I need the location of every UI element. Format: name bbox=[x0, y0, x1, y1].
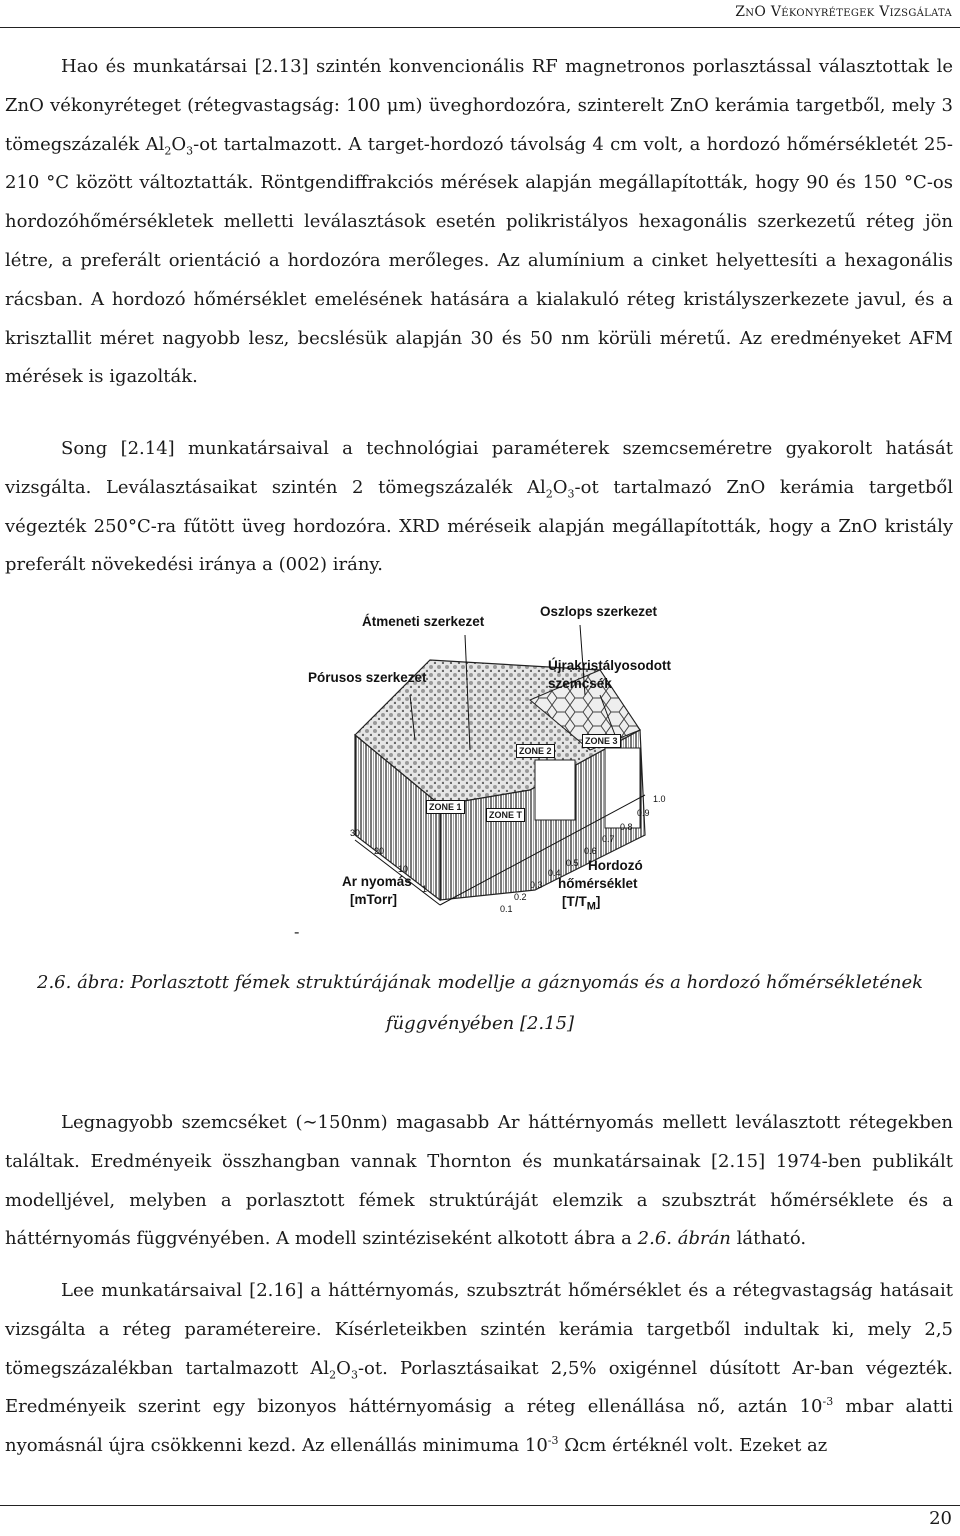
paragraph-song bbox=[5, 430, 953, 585]
paragraph-lee bbox=[5, 1272, 953, 1466]
zone-cutout-1 bbox=[535, 760, 575, 820]
para1-text-b: O bbox=[171, 133, 187, 155]
para4-sub-b: 3 bbox=[350, 1368, 358, 1382]
para1-sub-b: 3 bbox=[186, 144, 194, 158]
label-temp-3-end: ] bbox=[595, 894, 601, 909]
para2-text-b: O bbox=[552, 476, 568, 498]
para4-sup-a: -3 bbox=[822, 1395, 834, 1409]
paragraph-thornton bbox=[5, 1104, 953, 1259]
label-temp-3-sub: M bbox=[586, 900, 596, 913]
para3-text-b: látható. bbox=[730, 1228, 807, 1250]
label-temp-2: hőmérséklet bbox=[558, 876, 638, 891]
para2-text-a: Song [2.14] munkatársaival a technológiai paraméterek szemcseméretre gyakorolt hatását vizsgálta. Leválasztásaikat szintén 2 tömegszázalék Al bbox=[5, 438, 953, 498]
zone-1-tag: ZONE 1 bbox=[426, 800, 465, 814]
page-number: 20 bbox=[929, 1508, 952, 1529]
zone-cutout-2 bbox=[605, 748, 640, 828]
thornton-zone-diagram bbox=[300, 600, 680, 930]
zone-3-tag: ZONE 3 bbox=[582, 734, 621, 748]
label-temp-3-text: [T/T bbox=[562, 894, 587, 909]
temp-tick-0.1: 0.1 bbox=[500, 904, 513, 914]
temp-tick-0.8: 0.8 bbox=[620, 822, 633, 832]
pressure-tick-10: 10 bbox=[398, 864, 409, 874]
running-header bbox=[0, 0, 960, 30]
temp-tick-0.6: 0.6 bbox=[584, 846, 597, 856]
para4-text-d: mbar alatti nyomásnál újra csökkenni kezd. Az ellenállás minimuma 10 bbox=[5, 1396, 953, 1457]
figure-caption-line1: 2.6. ábra: Porlasztott fémek struktúrájának modellje a gáznyomás és a hordozó hőmérsékletének bbox=[37, 972, 923, 993]
para2-sub-b: 3 bbox=[567, 487, 575, 501]
para1-sub-a: 2 bbox=[164, 144, 172, 158]
zone-2-tag: ZONE 2 bbox=[516, 744, 555, 758]
label-porous: Pórusos szerkezet bbox=[308, 670, 427, 685]
temp-tick-0.7: 0.7 bbox=[602, 834, 615, 844]
temp-tick-1.0: 1.0 bbox=[653, 794, 666, 804]
zone-t-tag: ZONE T bbox=[486, 808, 525, 822]
temp-tick-0.3: 0.3 bbox=[530, 880, 543, 890]
pressure-tick-1: 1 bbox=[422, 884, 428, 894]
para3-text-a: Legnagyobb szemcséket (∼150nm) magasabb Ar háttérnyomás mellett leválasztott rétegekben találtak. Eredményeik összhangban vannak Thornton és munkatársainak [2.15] 1974-ben publikált modelljével, melyben a porlasztott fémek struktúráját elemzik a szubsztrát hőmérséklete és a háttérnyomás függvényében. A modell szintéziseként alkotott ábra a bbox=[5, 1112, 953, 1250]
label-columnar: Oszlops szerkezet bbox=[540, 604, 658, 619]
label-transition: Átmeneti szerkezet bbox=[362, 614, 485, 629]
para4-text-a: Lee munkatársaival [2.16] a háttérnyomás, szubsztrát hőmérséklet és a rétegvastagság hatásait vizsgálta a réteg paramétereire. Kísérleteikben szintén kerámia targetből indultak ki, mely 2,5 tömegszázalékban tartalmazott Al bbox=[5, 1280, 953, 1379]
label-pressure-2: [mTorr] bbox=[350, 892, 397, 907]
label-recryst-2: szemcsék bbox=[548, 676, 612, 691]
label-temp-1: Hordozó bbox=[588, 858, 643, 873]
label-recryst-1: Újrakristályosodott bbox=[548, 658, 672, 673]
figure-caption-line2: függvényében [2.15] bbox=[385, 1013, 575, 1034]
temp-tick-0.4: 0.4 bbox=[548, 868, 561, 878]
pressure-tick-20: 20 bbox=[374, 846, 385, 856]
para3-figure-ref: 2.6. ábrán bbox=[637, 1228, 731, 1250]
running-header-title: ZnO Vékonyrétegek Vizsgálata bbox=[735, 4, 952, 20]
para1-text-a: Hao és munkatársai [2.13] szintén konvencionális RF magnetronos porlasztással választottak le ZnO vékonyréteget (rétegvastagság: 100 μm) üveghordozóra, szinterelt ZnO kerámia targetből, mely 3 tömegszázalék Al bbox=[5, 56, 953, 155]
para1-text-c: -ot tartalmazott. A target-hordozó távolság 4 cm volt, a hordozó hőmérsékletét 25-210 °C között változtatták. Röntgendiffrakciós mérések alapján megállapították, hogy 90 és 150 °C-os hordozóhőmérsékletek melletti leválasztások esetén polikristályos hexagonális szerkezetű réteg jön létre, a preferált orientáció a hordozóra merőleges. Az alumínium a cinket helyettesíti a hexagonális rácsban. A hordozó hőmérséklet emelésének hatására a kialakuló réteg kristályszerkezete javul, és a krisztallit méret nagyobb lesz, becslésük alapján 30 és 50 nm körüli méretű. Az eredményeket AFM mérések is igazolták. bbox=[5, 133, 953, 388]
para4-sub-a: 2 bbox=[329, 1368, 337, 1382]
header-rule bbox=[0, 27, 960, 28]
temp-tick-0.2: 0.2 bbox=[514, 892, 527, 902]
stray-dash: - bbox=[294, 922, 300, 941]
label-temp-3 bbox=[562, 894, 601, 913]
paragraph-hao bbox=[5, 48, 953, 397]
para4-text-b: O bbox=[336, 1357, 351, 1379]
para4-text-e: Ωcm értéknél volt. Ezeket az bbox=[558, 1435, 828, 1457]
footer-rule bbox=[0, 1505, 960, 1506]
para4-sup-b: -3 bbox=[547, 1434, 559, 1448]
para2-sub-a: 2 bbox=[545, 487, 553, 501]
para2-text-c: -ot tartalmazó ZnO kerámia targetből végezték 250°C-ra fűtött üveg hordozóra. XRD méréseik alapján megállapították, hogy a ZnO kristály preferált növekedési iránya a (002) irány. bbox=[5, 476, 953, 576]
temp-tick-0.5: 0.5 bbox=[566, 858, 579, 868]
label-pressure-1: Ar nyomás bbox=[342, 874, 412, 889]
pressure-tick-30: 30 bbox=[350, 828, 361, 838]
para4-text-c: -ot. Porlasztásaikat 2,5% oxigénnel dúsított Ar-ban végezték. Eredményeik szerint egy bizonyos háttérnyomásig a réteg ellenállása nő, aztán 10 bbox=[5, 1357, 953, 1418]
temp-tick-0.9: 0.9 bbox=[637, 808, 650, 818]
